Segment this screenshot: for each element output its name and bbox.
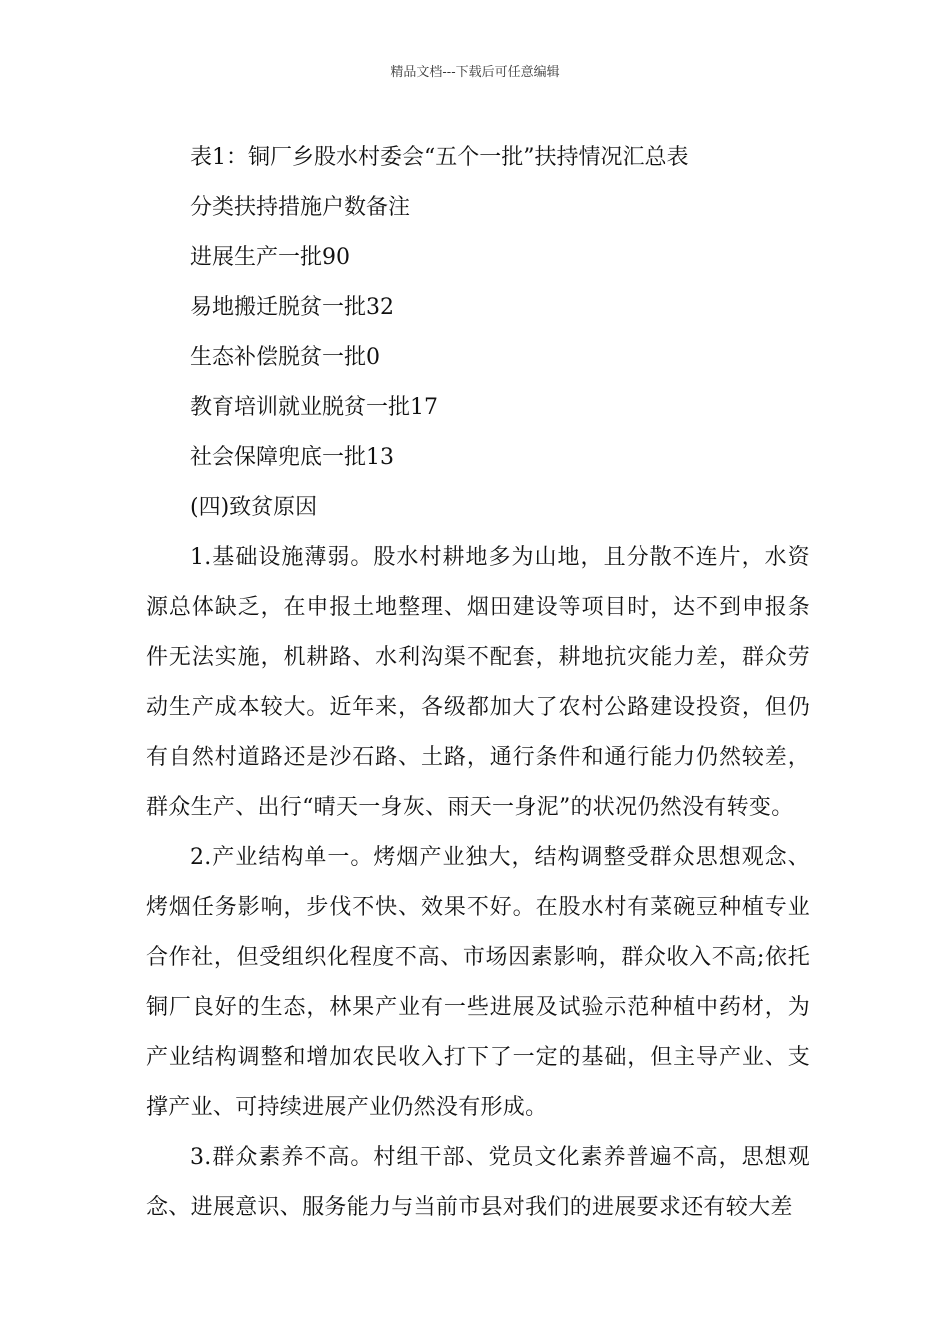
- page-header: 精品文档---下载后可任意编辑: [390, 65, 560, 80]
- table-row: 易地搬迁脱贫一批32: [190, 295, 394, 320]
- table-row: 社会保障兜底一批13: [190, 445, 394, 470]
- table-row: 生态补偿脱贫一批0: [190, 345, 380, 370]
- paragraph-quality: 3.群众素养不高。村组干部、党员文化素养普遍不高，思想观念、进展意识、服务能力与当前市县对我们的进展要求还有较大差: [146, 1145, 810, 1220]
- table-header-row: 分类扶持措施户数备注: [190, 195, 411, 220]
- section-heading: (四)致贫原因: [190, 495, 318, 520]
- paragraph-infrastructure: 1.基础设施薄弱。股水村耕地多为山地，且分散不连片，水资源总体缺乏，在申报土地整理、烟田建设等项目时，达不到申报条件无法实施，机耕路、水利沟渠不配套，耕地抗灾能力差，群众劳动生产成本较大。近年来，各级都加大了农村公路建设投资，但仍有自然村道路还是沙石路、土路，通行条件和通行能力仍然较差，群众生产、出行“晴天一身灰、雨天一身泥”的状况仍然没有转变。: [146, 545, 810, 820]
- paragraph-industry: 2.产业结构单一。烤烟产业独大，结构调整受群众思想观念、烤烟任务影响，步伐不快、效果不好。在股水村有菜碗豆种植专业合作社，但受组织化程度不高、市场因素影响，群众收入不高;依托铜厂良好的生态，林果产业有一些进展及试验示范种植中药材，为产业结构调整和增加农民收入打下了一定的基础，但主导产业、支撑产业、可持续进展产业仍然没有形成。: [146, 845, 810, 1120]
- table-row: 教育培训就业脱贫一批17: [190, 395, 438, 420]
- document-body: [146, 133, 810, 1233]
- table-title: 表1：铜厂乡股水村委会“五个一批”扶持情况汇总表: [190, 145, 689, 170]
- table-row: 进展生产一批90: [190, 245, 350, 270]
